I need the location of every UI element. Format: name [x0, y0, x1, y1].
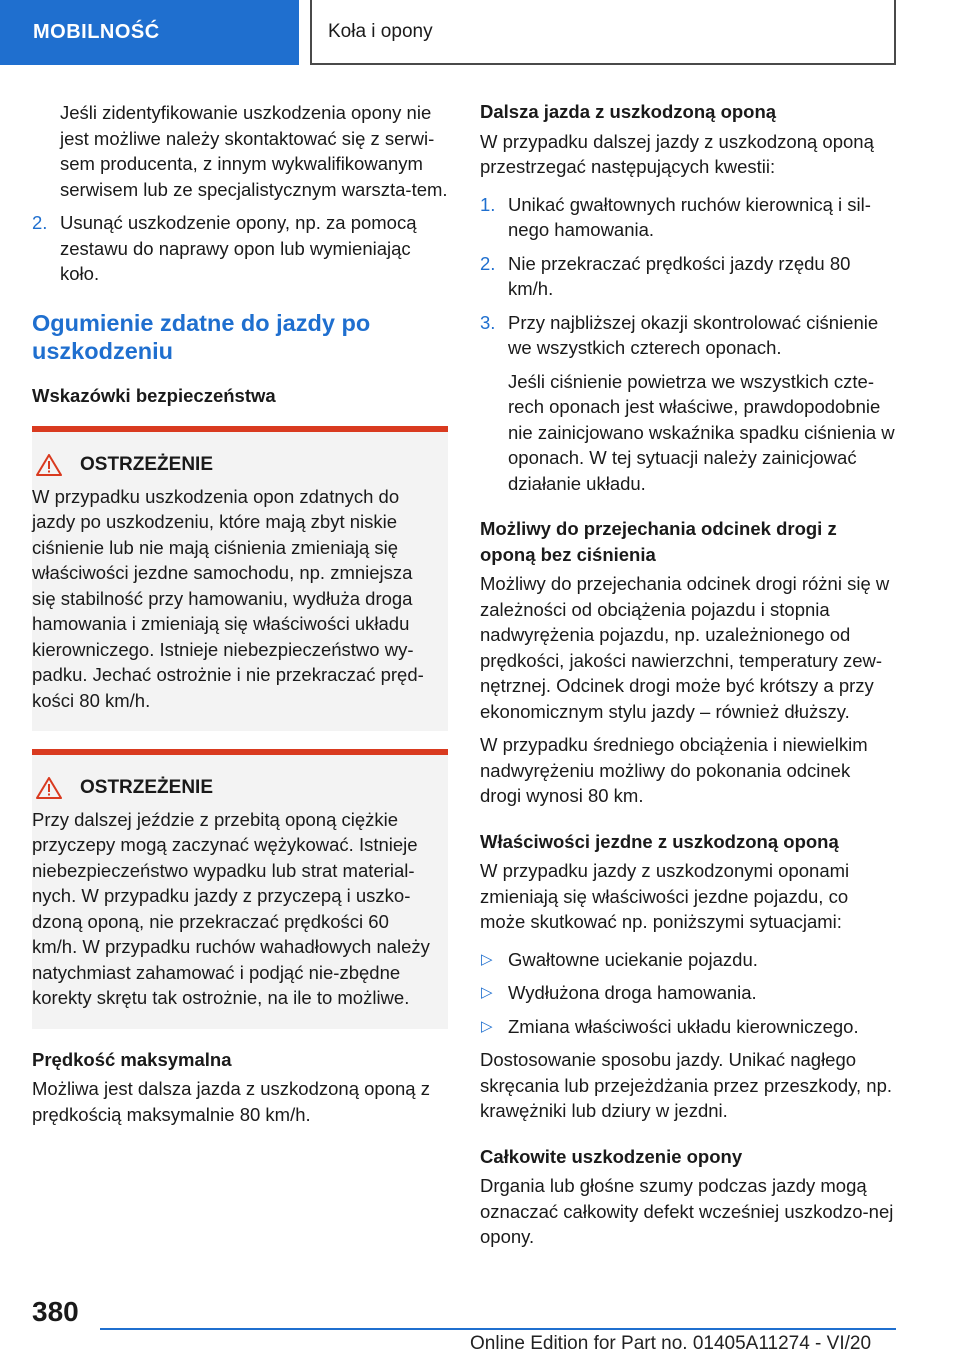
list-item-text: Zmiana właściwości układu kierowniczego. [508, 1015, 859, 1037]
section-title: Ogumienie zdatne do jazdy po uszkodzeniu [32, 309, 371, 364]
step-number: 3. [480, 311, 496, 333]
step-text: Nie przekraczać prędkości jazdy rzędu 80 km/h. [508, 252, 851, 299]
max-speed-text: Możliwa jest dalsza jazda z uszkodzoną oponą z prędkością maksymalnie 80 km/h. [32, 1078, 430, 1125]
warning-label: OSTRZEŻENIE [80, 777, 214, 798]
distance-paragraph: W przypadku średniego obciążenia i niewielkim nadwyrężeniu możliwy do pokonania odcinek drogi wynosi 80 km. [480, 734, 868, 806]
total-damage-text: Drgania lub głośne szumy podczas jazdy mogą oznaczać całkowity defekt wcześniej uszkodzo-nej opony. [480, 1175, 894, 1247]
triangle-bullet-icon: ▷ [481, 950, 493, 968]
step-item [32, 210, 448, 287]
step-item [480, 251, 896, 302]
intro-paragraph: Jeśli zidentyfikowanie uszkodzenia opony nie jest możliwe należy skontaktować się z serwi-sem producenta, z innym wykwalifikowanym serwisem lub ze specjalistycznym warszta-tem. [60, 102, 448, 200]
max-speed-heading: Prędkość maksymalna [32, 1048, 232, 1070]
triangle-bullet-icon: ▷ [481, 1017, 493, 1035]
further-driving-intro: W przypadku dalszej jazdy z uszkodzoną oponą przestrzegać następujących kwestii: [480, 130, 874, 177]
step-number: 2. [480, 252, 496, 274]
further-driving-heading: Dalsza jazda z uszkodzoną oponą [480, 101, 777, 122]
list-item [480, 1014, 896, 1040]
list-item-text: Wydłużona droga hamowania. [508, 982, 757, 1003]
warning-box [32, 426, 448, 731]
warning-triangle-icon [36, 777, 62, 799]
step-text: Usunąć uszkodzenie opony, np. za pomocą zestawu do naprawy opon lub wymieniając koło. [60, 212, 417, 284]
step-item [480, 310, 896, 361]
section-tab: MOBILNOŚĆ [0, 0, 299, 65]
handling-intro: W przypadku jazdy z uszkodzonymi oponami zmieniają się właściwości jezdne pojazdu, co może skutkować np. poniższymi sytuacjami: [480, 860, 850, 932]
warning-title [32, 452, 432, 478]
list-item-text: Gwałtowne uciekanie pojazdu. [508, 948, 758, 970]
warning-text: W przypadku uszkodzenia opon zdatnych do jazdy po uszkodzeniu, które mają zbyt niskie ciśnienie lub nie mają ciśnienia zmieniają się właściwości jezdne samochodu, np. zmniejsza się stabilność przy hamowaniu, wydłuża droga hamowania i zmieniają się właściwości układu kierowniczego. Istnieje niebezpieczeństwo wy-padku. Jechać ostrożnie i nie przekraczać pręd-kości 80 km/h. [32, 485, 424, 711]
step-number: 2. [32, 212, 48, 233]
step-item [480, 192, 896, 243]
warning-text: Przy dalszej jeździe z przebitą oponą ciężkie przyczepy mogą zaczynać wężykować. Istnieje niebezpieczeństwo wypadku lub strat material-nych. W przypadku jazdy z przyczepą i uszko-dzoną oponą, nie przekraczać prędkości 60 km/h. W przypadku ruchów wahadłowych należy natychmiast zahamować i podjąć nie-zbędne korekty skrętu tak ostrożnie, na ile to możliwe. [32, 808, 430, 1008]
safety-heading: Wskazówki bezpieczeństwa [32, 384, 276, 406]
footer-divider [100, 1328, 896, 1330]
handling-advice: Dostosowanie sposobu jazdy. Unikać nagłego skręcania lub przejeżdżania przez przeszkody, np. krawężniki lub dziury w jezdni. [480, 1049, 893, 1121]
list-item [480, 947, 896, 973]
triangle-bullet-icon: ▷ [481, 984, 493, 1001]
edition-note: Online Edition for Part no. 01405A11274 - VI/20 [470, 1333, 872, 1354]
warning-triangle-icon [36, 454, 62, 476]
warning-label: OSTRZEŻENIE [80, 454, 214, 475]
total-damage-heading: Całkowite uszkodzenie opony [480, 1145, 743, 1167]
list-item [480, 980, 896, 1006]
step3-note: Jeśli ciśnienie powietrza we wszystkich czte-rech oponach jest właściwe, prawdopodobnie nie zainicjowano wskaźnika spadku ciśnienia w oponach. W tej sytuacji należy zainicjować działanie układu. [508, 370, 895, 494]
handling-heading: Właściwości jezdne z uszkodzoną oponą [480, 830, 839, 852]
page-number: 380 [32, 1296, 79, 1327]
chapter-title: Koła i opony [310, 0, 896, 65]
step-text: Przy najbliższej okazji skontrolować ciśnienie we wszystkich czterech oponach. [508, 311, 879, 358]
right-column [480, 99, 896, 1258]
distance-heading: Możliwy do przejechania odcinek drogi z oponą bez ciśnienia [480, 518, 837, 565]
warning-title [32, 775, 432, 801]
warning-box [32, 749, 448, 1029]
distance-paragraph: Możliwy do przejechania odcinek drogi różni się w zależności od obciążenia pojazdu i stopnia nadwyrężenia pojazdu, np. uzależnionego od prędkości, jakości nawierzchni, temperatury zew-nętrznej. Odcinek drogi może być krótszy a przy ekonomicznym stylu jazdy – również dłuższy. [480, 573, 890, 722]
step-number: 1. [480, 193, 496, 215]
step-text: Unikać gwałtownych ruchów kierownicą i sil-nego hamowania. [508, 193, 871, 240]
left-column [32, 100, 448, 1135]
